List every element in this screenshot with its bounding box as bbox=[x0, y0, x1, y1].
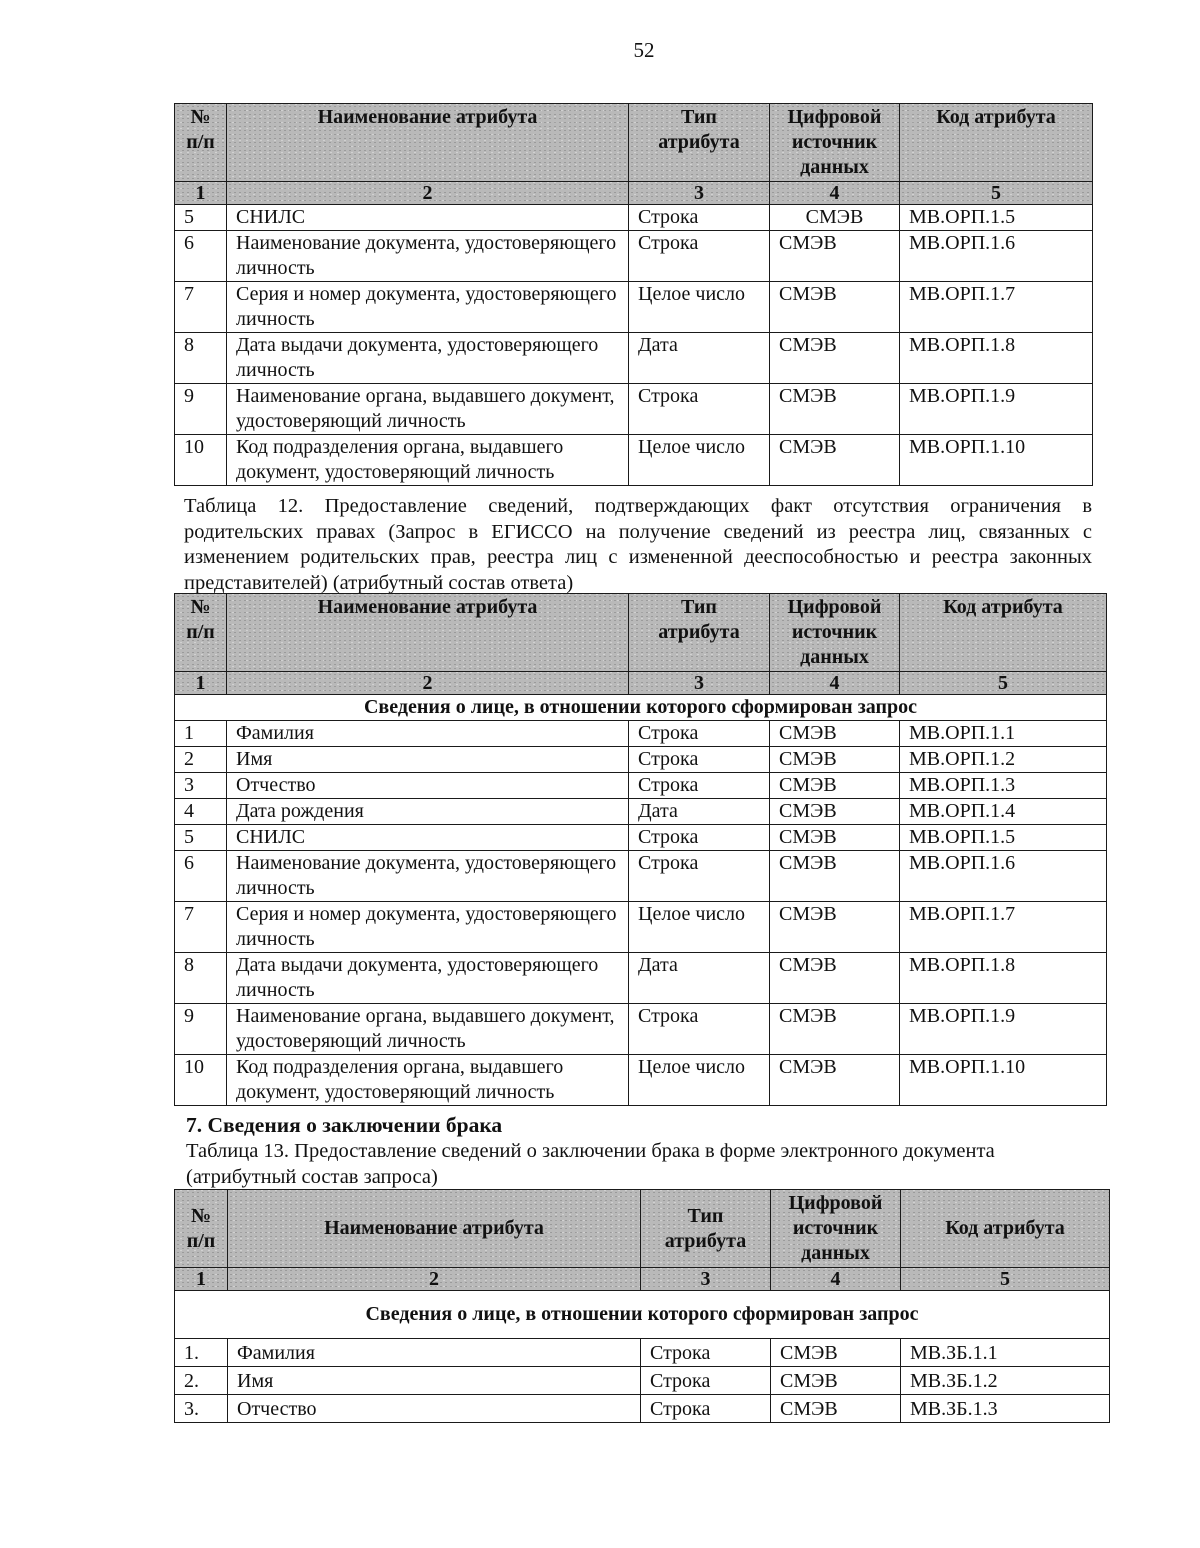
attribute-type-cell: Дата bbox=[629, 333, 770, 384]
row-number-cell: 3. bbox=[175, 1395, 228, 1423]
attribute-name-cell: Наименование органа, выдавшего документ, удостоверяющий личность bbox=[227, 1004, 629, 1055]
column-number: 1 bbox=[175, 1268, 228, 1291]
header-text: п/п bbox=[186, 131, 215, 153]
row-number-cell: 6 bbox=[175, 851, 227, 902]
data-source-cell: СМЭВ bbox=[770, 435, 900, 486]
header-text: данных bbox=[801, 1242, 870, 1264]
data-source-cell: СМЭВ bbox=[770, 1055, 900, 1106]
caption-line: изменением родительских прав, реестра лиц с измененной дееспособностью и реестра законных bbox=[184, 546, 1092, 568]
attribute-code-cell: МВ.ОРП.1.5 bbox=[900, 825, 1107, 851]
column-number-row bbox=[175, 1268, 1110, 1291]
attribute-code-cell: МВ.ОРП.1.1 bbox=[900, 721, 1107, 747]
attribute-type-cell: Строка bbox=[641, 1367, 771, 1395]
header-text: данных bbox=[800, 156, 869, 178]
row-number-cell: 9 bbox=[175, 1004, 227, 1055]
header-attribute-type bbox=[629, 104, 770, 182]
header-text: атрибута bbox=[664, 1229, 747, 1252]
data-source-cell: СМЭВ bbox=[771, 1339, 901, 1367]
attribute-table-12 bbox=[174, 593, 1107, 1106]
attribute-code-cell: МВ.ОРП.1.2 bbox=[900, 747, 1107, 773]
attribute-name-cell: Серия и номер документа, удостоверяющего личность bbox=[227, 902, 629, 953]
data-source-cell: СМЭВ bbox=[770, 721, 900, 747]
attribute-code-cell: МВ.ОРП.1.9 bbox=[900, 1004, 1107, 1055]
header-text: источник bbox=[791, 621, 878, 643]
column-number: 3 bbox=[629, 672, 770, 695]
attribute-name-cell: Имя bbox=[227, 747, 629, 773]
header-text: источник bbox=[791, 131, 878, 153]
table-header-row bbox=[175, 1190, 1110, 1268]
attribute-name-cell: Дата выдачи документа, удостоверяющего личность bbox=[227, 953, 629, 1004]
section-row bbox=[175, 695, 1107, 721]
attribute-type-cell: Строка bbox=[629, 825, 770, 851]
data-source-cell: СМЭВ bbox=[770, 384, 900, 435]
attribute-name-cell: Код подразделения органа, выдавшего документ, удостоверяющий личность bbox=[227, 1055, 629, 1106]
attribute-type-cell: Строка bbox=[629, 721, 770, 747]
attribute-type-cell: Целое число bbox=[629, 1055, 770, 1106]
caption-line: представителей) (атрибутный состав ответа) bbox=[184, 571, 574, 594]
row-number-cell: 7 bbox=[175, 902, 227, 953]
header-text: Цифровой bbox=[787, 106, 882, 128]
table-row bbox=[175, 953, 1107, 1004]
column-number-row bbox=[175, 182, 1093, 205]
table-row bbox=[175, 902, 1107, 953]
attribute-name-cell: Код подразделения органа, выдавшего документ, удостоверяющий личность bbox=[227, 435, 629, 486]
section-row bbox=[175, 1291, 1110, 1339]
table-row bbox=[175, 333, 1093, 384]
attribute-name-cell: Серия и номер документа, удостоверяющего личность bbox=[227, 282, 629, 333]
table-row bbox=[175, 1004, 1107, 1055]
header-data-source bbox=[770, 594, 900, 672]
attribute-table-13 bbox=[174, 1189, 1110, 1423]
header-number bbox=[175, 1190, 228, 1268]
attribute-name-cell: Имя bbox=[228, 1367, 641, 1395]
table-row bbox=[175, 1055, 1107, 1106]
attribute-code-cell: МВ.ЗБ.1.1 bbox=[901, 1339, 1110, 1367]
header-attribute-type bbox=[641, 1190, 771, 1268]
header-text: п/п bbox=[186, 1229, 216, 1252]
header-text: Наименование атрибута bbox=[317, 596, 538, 618]
attribute-type-cell: Строка bbox=[641, 1339, 771, 1367]
attribute-code-cell: МВ.ОРП.1.6 bbox=[900, 231, 1093, 282]
attribute-type-cell: Строка bbox=[629, 747, 770, 773]
data-source-cell: СМЭВ bbox=[770, 333, 900, 384]
header-text: Код атрибута bbox=[943, 596, 1063, 618]
data-source-cell: СМЭВ bbox=[770, 747, 900, 773]
attribute-type-cell: Целое число bbox=[629, 282, 770, 333]
header-text: Наименование атрибута bbox=[317, 106, 538, 128]
section-title: Сведения о лице, в отношении которого сформирован запрос bbox=[175, 695, 1107, 721]
data-source-cell: СМЭВ bbox=[770, 1004, 900, 1055]
header-data-source bbox=[770, 104, 900, 182]
header-attribute-code bbox=[900, 594, 1107, 672]
data-source-cell: СМЭВ bbox=[770, 282, 900, 333]
attribute-type-cell: Строка bbox=[629, 1004, 770, 1055]
attribute-name-cell: Наименование органа, выдавшего документ, удостоверяющий личность bbox=[227, 384, 629, 435]
data-source-cell: СМЭВ bbox=[770, 773, 900, 799]
table-row bbox=[175, 282, 1093, 333]
header-attribute-code bbox=[901, 1190, 1110, 1268]
data-source-cell: СМЭВ bbox=[770, 825, 900, 851]
header-text: № bbox=[190, 596, 211, 618]
header-text: Тип bbox=[687, 1204, 724, 1227]
attribute-code-cell: МВ.ОРП.1.8 bbox=[900, 333, 1093, 384]
attribute-name-cell: СНИЛС bbox=[227, 205, 629, 231]
column-number: 4 bbox=[771, 1268, 901, 1291]
table-row bbox=[175, 721, 1107, 747]
row-number-cell: 4 bbox=[175, 799, 227, 825]
attribute-name-cell: Наименование документа, удостоверяющего личность bbox=[227, 851, 629, 902]
attribute-code-cell: МВ.ОРП.1.8 bbox=[900, 953, 1107, 1004]
header-text: Тип bbox=[681, 596, 717, 618]
attribute-type-cell: Строка bbox=[629, 851, 770, 902]
table-row bbox=[175, 851, 1107, 902]
table-row bbox=[175, 799, 1107, 825]
attribute-type-cell: Строка bbox=[629, 205, 770, 231]
attribute-code-cell: МВ.ЗБ.1.3 bbox=[901, 1395, 1110, 1423]
section-7-heading: 7. Сведения о заключении брака bbox=[186, 1113, 503, 1137]
attribute-name-cell: Отчество bbox=[227, 773, 629, 799]
attribute-code-cell: МВ.ОРП.1.6 bbox=[900, 851, 1107, 902]
header-attribute-name bbox=[228, 1190, 641, 1268]
data-source-cell: СМЭВ bbox=[770, 851, 900, 902]
attribute-type-cell: Строка bbox=[641, 1395, 771, 1423]
data-source-cell: СМЭВ bbox=[771, 1395, 901, 1423]
attribute-type-cell: Строка bbox=[629, 773, 770, 799]
attribute-code-cell: МВ.ОРП.1.10 bbox=[900, 435, 1093, 486]
header-text: атрибута bbox=[658, 131, 740, 153]
header-attribute-code bbox=[900, 104, 1093, 182]
header-number bbox=[175, 594, 227, 672]
table-row bbox=[175, 231, 1093, 282]
data-source-cell: СМЭВ bbox=[770, 953, 900, 1004]
column-number: 3 bbox=[629, 182, 770, 205]
header-attribute-name bbox=[227, 104, 629, 182]
column-number: 5 bbox=[900, 672, 1107, 695]
row-number-cell: 10 bbox=[175, 1055, 227, 1106]
attribute-name-cell: Фамилия bbox=[227, 721, 629, 747]
column-number: 1 bbox=[175, 182, 227, 205]
header-text: Тип bbox=[681, 106, 717, 128]
table-header-row bbox=[175, 104, 1093, 182]
data-source-cell: СМЭВ bbox=[770, 205, 900, 231]
column-number: 3 bbox=[641, 1268, 771, 1291]
attribute-name-cell: СНИЛС bbox=[227, 825, 629, 851]
attribute-code-cell: МВ.ОРП.1.5 bbox=[900, 205, 1093, 231]
table-header-row bbox=[175, 594, 1107, 672]
header-attribute-name bbox=[227, 594, 629, 672]
row-number-cell: 3 bbox=[175, 773, 227, 799]
row-number-cell: 2 bbox=[175, 747, 227, 773]
attribute-code-cell: МВ.ОРП.1.7 bbox=[900, 902, 1107, 953]
column-number: 2 bbox=[227, 672, 629, 695]
table-13-caption: Таблица 13. Предоставление сведений о заключении брака в форме электронного документа (атрибутный состав запроса) bbox=[186, 1140, 995, 1188]
header-data-source bbox=[771, 1190, 901, 1268]
column-number: 5 bbox=[901, 1268, 1110, 1291]
row-number-cell: 5 bbox=[175, 205, 227, 231]
attribute-name-cell: Дата выдачи документа, удостоверяющего личность bbox=[227, 333, 629, 384]
header-text: Наименование атрибута bbox=[324, 1217, 544, 1239]
header-text: п/п bbox=[186, 621, 215, 643]
header-text: атрибута bbox=[658, 621, 740, 643]
column-number: 4 bbox=[770, 672, 900, 695]
table-row bbox=[175, 1367, 1110, 1395]
row-number-cell: 7 bbox=[175, 282, 227, 333]
page-number: 52 bbox=[633, 38, 655, 62]
table-row bbox=[175, 1395, 1110, 1423]
header-text: Цифровой bbox=[787, 596, 882, 618]
table-row bbox=[175, 747, 1107, 773]
caption-line: родительских правах (Запрос в ЕГИССО на получение сведений из реестра лиц, связанных с bbox=[184, 520, 1092, 543]
attribute-name-cell: Отчество bbox=[228, 1395, 641, 1423]
attribute-type-cell: Дата bbox=[629, 799, 770, 825]
column-number: 2 bbox=[228, 1268, 641, 1291]
attribute-type-cell: Строка bbox=[629, 384, 770, 435]
attribute-code-cell: МВ.ОРП.1.10 bbox=[900, 1055, 1107, 1106]
table-row bbox=[175, 825, 1107, 851]
attribute-name-cell: Дата рождения bbox=[227, 799, 629, 825]
attribute-type-cell: Дата bbox=[629, 953, 770, 1004]
data-source-cell: СМЭВ bbox=[770, 902, 900, 953]
data-source-cell: СМЭВ bbox=[770, 231, 900, 282]
header-text: данных bbox=[800, 646, 869, 668]
row-number-cell: 1 bbox=[175, 721, 227, 747]
attribute-code-cell: МВ.ОРП.1.7 bbox=[900, 282, 1093, 333]
header-text: Цифровой bbox=[788, 1192, 883, 1214]
column-number: 4 bbox=[770, 182, 900, 205]
table-row bbox=[175, 384, 1093, 435]
row-number-cell: 6 bbox=[175, 231, 227, 282]
attribute-code-cell: МВ.ОРП.1.3 bbox=[900, 773, 1107, 799]
data-source-cell: СМЭВ bbox=[771, 1367, 901, 1395]
row-number-cell: 9 bbox=[175, 384, 227, 435]
attribute-name-cell: Наименование документа, удостоверяющего личность bbox=[227, 231, 629, 282]
attribute-code-cell: МВ.ОРП.1.4 bbox=[900, 799, 1107, 825]
header-text: № bbox=[190, 1204, 212, 1227]
attribute-type-cell: Строка bbox=[629, 231, 770, 282]
table-12-caption bbox=[184, 494, 1092, 596]
row-number-cell: 8 bbox=[175, 333, 227, 384]
row-number-cell: 8 bbox=[175, 953, 227, 1004]
table-row bbox=[175, 1339, 1110, 1367]
table-row bbox=[175, 435, 1093, 486]
header-text: источник bbox=[792, 1217, 879, 1239]
attribute-type-cell: Целое число bbox=[629, 902, 770, 953]
row-number-cell: 2. bbox=[175, 1367, 228, 1395]
section-title: Сведения о лице, в отношении которого сформирован запрос bbox=[175, 1291, 1110, 1339]
attribute-type-cell: Целое число bbox=[629, 435, 770, 486]
row-number-cell: 10 bbox=[175, 435, 227, 486]
header-attribute-type bbox=[629, 594, 770, 672]
attribute-code-cell: МВ.ЗБ.1.2 bbox=[901, 1367, 1110, 1395]
column-number: 2 bbox=[227, 182, 629, 205]
table-row bbox=[175, 205, 1093, 231]
row-number-cell: 5 bbox=[175, 825, 227, 851]
data-source-cell: СМЭВ bbox=[770, 799, 900, 825]
column-number: 5 bbox=[900, 182, 1093, 205]
attribute-name-cell: Фамилия bbox=[228, 1339, 641, 1367]
header-text: № bbox=[190, 106, 211, 128]
column-number-row bbox=[175, 672, 1107, 695]
header-number bbox=[175, 104, 227, 182]
header-text: Код атрибута bbox=[945, 1217, 1065, 1239]
attribute-table-continued bbox=[174, 103, 1093, 486]
table-row bbox=[175, 773, 1107, 799]
header-text: Код атрибута bbox=[936, 106, 1056, 128]
column-number: 1 bbox=[175, 672, 227, 695]
row-number-cell: 1. bbox=[175, 1339, 228, 1367]
attribute-code-cell: МВ.ОРП.1.9 bbox=[900, 384, 1093, 435]
caption-line: Таблица 12. Предоставление сведений, подтверждающих факт отсутствия ограничения в bbox=[184, 495, 1092, 517]
